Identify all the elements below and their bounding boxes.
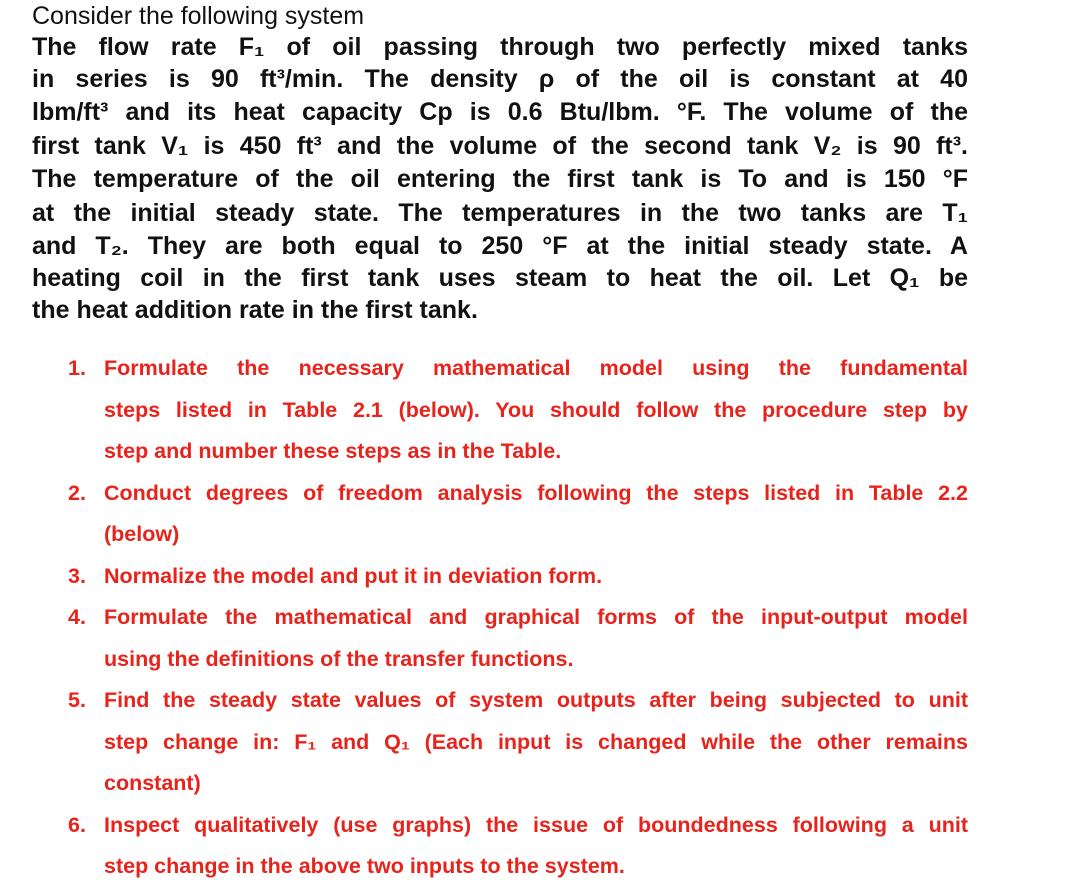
task-line: Formulate the mathematical and graphical forms of the input-output model — [104, 605, 968, 629]
statement-line: at the initial steady state. The temperatures in the two tanks are T₁ — [32, 199, 968, 227]
statement-line: The temperature of the oil entering the first tank is To and is 150 °F — [32, 165, 968, 193]
task-line: step change in the above two inputs to the system. — [104, 854, 625, 878]
task-line: step and number these steps as in the Table. — [104, 439, 562, 463]
statement-line: first tank V₁ is 450 ft³ and the volume of the second tank V₂ is 90 ft³. — [32, 132, 968, 160]
statement-line: and T₂. They are both equal to 250 °F at the initial steady state. A — [32, 232, 968, 260]
statement-line: heating coil in the first tank uses steam to heat the oil. Let Q₁ be — [32, 264, 968, 292]
task-line: (below) — [104, 522, 180, 546]
task-number: 4. — [68, 605, 86, 629]
task-line: using the definitions of the transfer functions. — [104, 647, 574, 671]
document-heading: Consider the following system — [32, 2, 365, 30]
task-line: Find the steady state values of system outputs after being subjected to unit — [104, 688, 968, 712]
task-line: steps listed in Table 2.1 (below). You should follow the procedure step by — [104, 398, 968, 422]
task-line: Formulate the necessary mathematical model using the fundamental — [104, 356, 968, 380]
task-line: Normalize the model and put it in deviation form. — [104, 564, 603, 588]
task-number: 6. — [68, 813, 86, 837]
task-line: Inspect qualitatively (use graphs) the issue of boundedness following a unit — [104, 813, 968, 837]
statement-line: The flow rate F₁ of oil passing through two perfectly mixed tanks — [32, 33, 968, 61]
statement-line: in series is 90 ft³/min. The density ρ of the oil is constant at 40 — [32, 65, 968, 93]
task-line: step change in: F₁ and Q₁ (Each input is changed while the other remains — [104, 730, 968, 754]
task-number: 2. — [68, 481, 86, 505]
task-line: constant) — [104, 771, 201, 795]
task-number: 3. — [68, 564, 86, 588]
statement-line: lbm/ft³ and its heat capacity Cp is 0.6 Btu/lbm. °F. The volume of the — [32, 98, 968, 126]
task-number: 1. — [68, 356, 86, 380]
task-line: Conduct degrees of freedom analysis following the steps listed in Table 2.2 — [104, 481, 968, 505]
task-number: 5. — [68, 688, 86, 712]
statement-line: the heat addition rate in the first tank. — [32, 296, 478, 324]
